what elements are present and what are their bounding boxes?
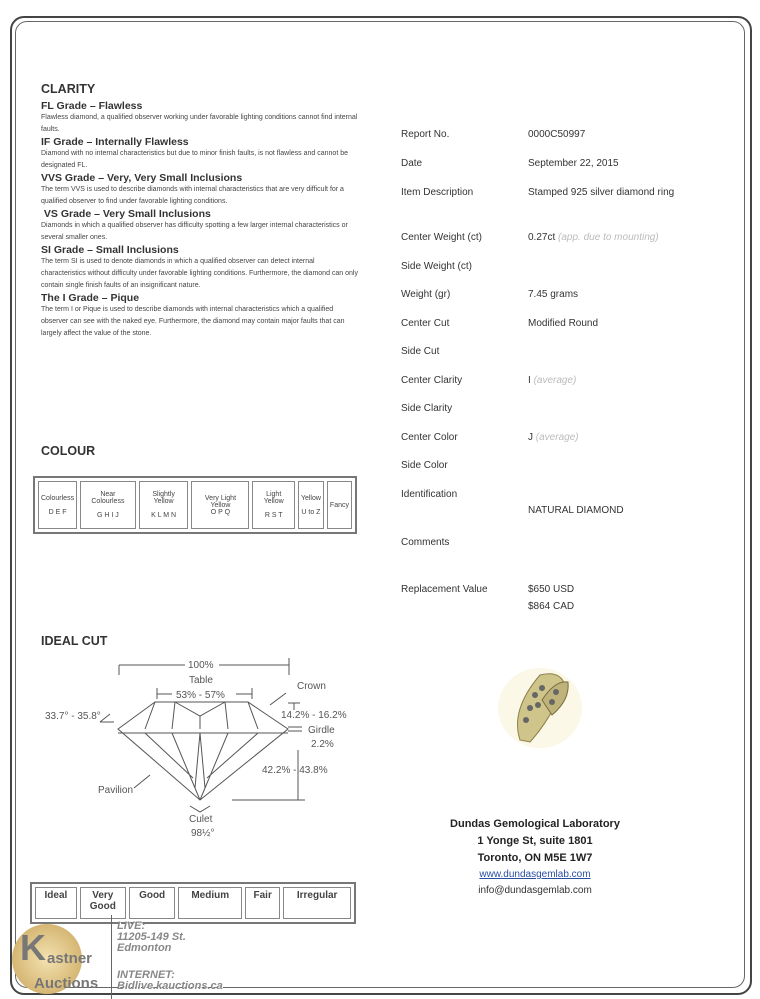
field-label: Item Description: [401, 187, 474, 198]
field-label: Weight (gr): [401, 289, 451, 300]
grade-title: IF Grade – Internally Flawless: [41, 136, 189, 148]
cut-cell: Irregular: [283, 887, 351, 919]
clarity-heading: CLARITY: [41, 82, 96, 96]
grade-text: The term I or Pique is used to describe diamonds with internal characteristics which a qualified observer can see with the naked eye. Furthermore, the diamond may contain major faults that can largely affect the value of the stone.: [41, 306, 345, 337]
date-value: September 22, 2015: [528, 158, 619, 169]
grade-title: SI Grade – Small Inclusions: [41, 244, 179, 256]
table-title: Table: [189, 675, 213, 686]
field-label: Side Weight (ct): [401, 261, 472, 272]
replacement-usd: $650 USD: [528, 584, 575, 595]
lab-email: info@dundasgemlab.com: [478, 885, 592, 896]
colour-cell: Light Yellow R S T: [252, 481, 294, 529]
cut-cell: Very Good: [80, 887, 126, 919]
field-label: Side Color: [401, 460, 448, 471]
culet-title: Culet: [189, 814, 213, 825]
grade-title: VVS Grade – Very, Very Small Inclusions: [41, 172, 243, 184]
bidlive-url: Bidlive.kauctions.ca: [117, 980, 223, 992]
grade-text: Flawless diamond, a qualified observer working under favorable lighting conditions cannot find internal faults.: [41, 114, 358, 133]
report-number: 0000C50997: [528, 129, 586, 140]
lab-website-link[interactable]: www.dundasgemlab.com: [479, 869, 591, 880]
grade-title: FL Grade – Flawless: [41, 100, 143, 112]
grade-text: Diamonds in which a qualified observer has difficulty spotting a few larger internal characteristics or several smaller ones.: [41, 222, 348, 241]
logo-auctions: Auctions: [34, 975, 99, 992]
width-label: 100%: [188, 660, 214, 671]
ideal-cut-heading: IDEAL CUT: [41, 634, 108, 648]
field-label: Comments: [401, 537, 450, 548]
lab-city: Toronto, ON M5E 1W7: [477, 852, 593, 864]
grade-text: The term VVS is used to describe diamonds with internal characteristics that are very difficult for a qualified observer to find under favorable lighting conditions.: [41, 186, 344, 205]
center-cut: Modified Round: [528, 318, 599, 329]
field-label: Center Clarity: [401, 375, 463, 386]
cut-grade-table: [30, 882, 356, 924]
colour-cell: Colourless D E F: [38, 481, 77, 529]
center-clarity: I (average): [528, 375, 577, 386]
pavilion-label: Pavilion: [98, 785, 134, 796]
live-location: LIVE: 11205-149 St. Edmonton: [117, 920, 186, 954]
field-label: Date: [401, 158, 423, 169]
field-label: Side Cut: [401, 346, 440, 357]
pavilion-depth-label: 42.2% - 43.8%: [262, 765, 328, 776]
replacement-cad: $864 CAD: [528, 601, 575, 612]
diamond-diagram: [0, 0, 360, 845]
lab-info: [420, 816, 650, 899]
colour-cell: Slightly Yellow K L M N: [139, 481, 189, 529]
field-label: Center Weight (ct): [401, 232, 482, 243]
field-label: Center Cut: [401, 318, 450, 329]
cut-cell: Medium: [178, 887, 242, 919]
grade-text: The term SI is used to denote diamonds in which a qualified observer can detect internal characteristics without difficulty under favorable lighting conditions. Furthermore, the diamond can only contain single finish faults of an insignificant nature.: [41, 258, 358, 289]
girdle-title: Girdle: [308, 725, 335, 736]
lab-name: Dundas Gemological Laboratory: [450, 818, 620, 830]
colour-cell: Near Colourless G H I J: [80, 481, 136, 529]
cut-cell: Fair: [245, 887, 280, 919]
internet-location: INTERNET: Bidlive.kauctions.ca: [117, 969, 223, 992]
culet-label: 98½°: [191, 828, 215, 839]
grade-text: Diamond with no internal characteristics but due to minor finish faults, is not flawless and cannot be designated FL.: [41, 150, 348, 169]
angle-label: 33.7° - 35.8°: [45, 711, 101, 722]
table-label: 53% - 57%: [176, 690, 225, 701]
field-label: Identification: [401, 489, 458, 500]
logo-k: K: [20, 927, 46, 968]
grade-title: VS Grade – Very Small Inclusions: [41, 208, 211, 220]
field-label: Replacement Value: [401, 584, 488, 595]
kastner-auctions-logo: [0, 920, 110, 999]
cut-cell: Good: [129, 887, 176, 919]
field-label: Center Color: [401, 432, 458, 443]
identification-value: NATURAL DIAMOND: [528, 505, 624, 516]
crown-height-label: 14.2% - 16.2%: [281, 710, 347, 721]
field-label: Report No.: [401, 129, 450, 140]
ring-photo: [490, 660, 590, 755]
weight-value: 7.45 grams: [528, 289, 579, 300]
colour-cell: Yellow U to Z: [298, 481, 324, 529]
colour-heading: COLOUR: [41, 444, 96, 458]
colour-cell: Very Light Yellow O P Q: [191, 481, 249, 529]
cut-cell: Ideal: [35, 887, 77, 919]
lab-address: 1 Yonge St, suite 1801: [477, 835, 593, 847]
grade-title: The I Grade – Pique: [41, 292, 140, 304]
girdle-label: 2.2%: [311, 739, 334, 750]
logo-astner: astner: [47, 950, 93, 967]
colour-cell: Fancy: [327, 481, 352, 529]
crown-label: Crown: [297, 681, 326, 692]
center-color: J (average): [528, 432, 579, 443]
item-description: Stamped 925 silver diamond ring: [528, 187, 675, 198]
field-label: Side Clarity: [401, 403, 453, 414]
center-weight: 0.27ct (app. due to mounting): [528, 232, 659, 243]
